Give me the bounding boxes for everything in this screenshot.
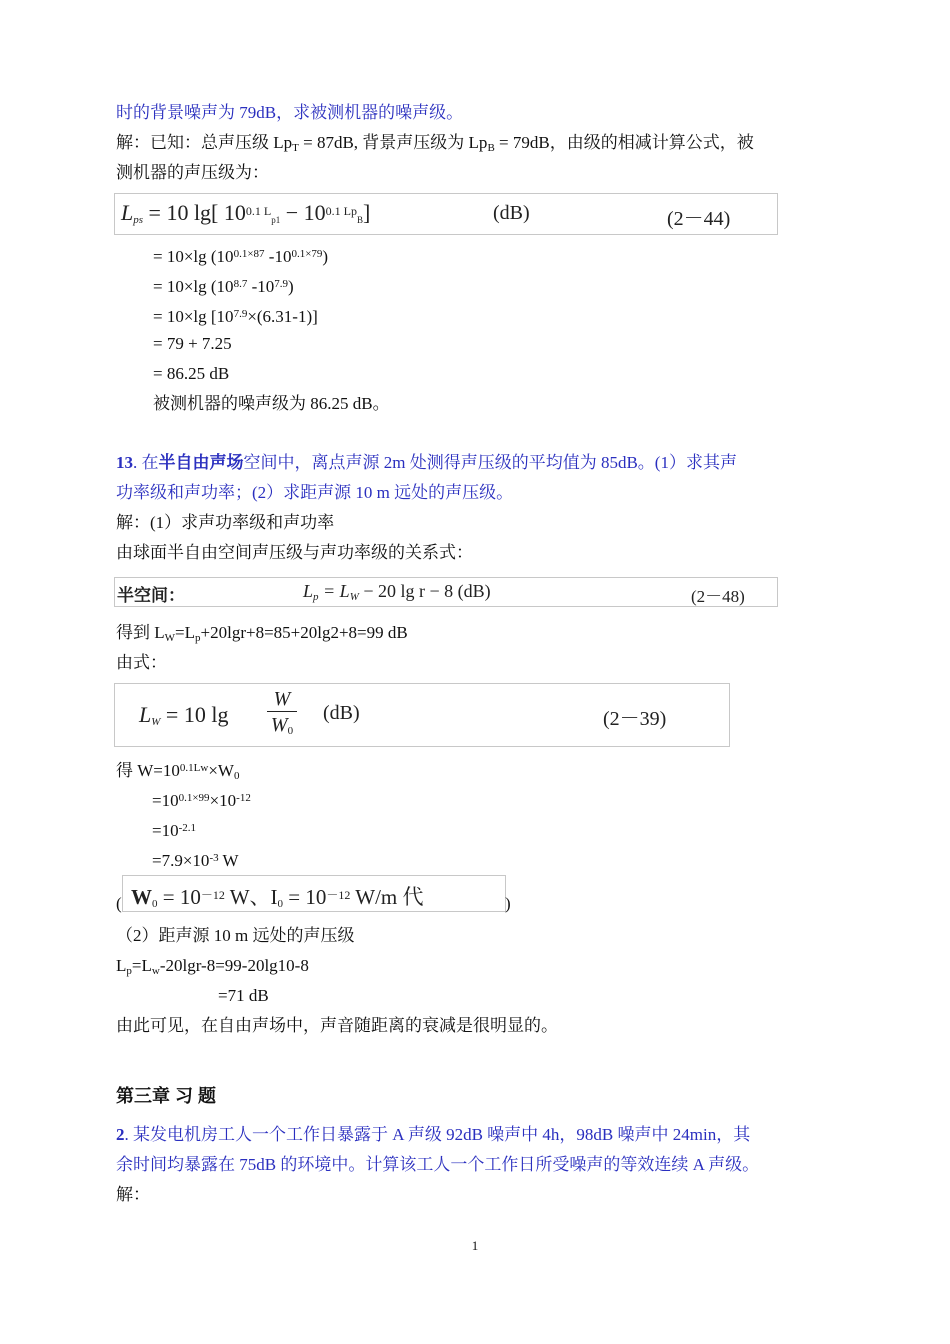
ref-paren-close: ) — [505, 894, 511, 913]
formula-reference-values: $W_0 = 10^{-12}$ W、$I_0 = 10^{-12}$ W/m 代 — [131, 885, 424, 910]
q12-step2: = 10×lg ($10^{8.7}$ $-10^{7.9}$) — [153, 277, 294, 296]
q13-question-line2: 功率级和声功率；(2）求距声源 10 m 远处的声压级。 — [116, 483, 514, 502]
page-number: 1 — [471, 1238, 479, 1253]
q12-question-tail: 时的背景噪声为 79dB，求被测机器的噪声级。 — [116, 103, 464, 122]
q13-solution-line2: 由球面半自由空间声压级与声功率级的关系式： — [116, 543, 473, 562]
formula-image-2-39 — [114, 683, 730, 747]
q13-power-step2: $=10^{0.1\times 99}\times 10^{-12}$ — [152, 791, 251, 810]
formula-unit: (dB) — [493, 202, 530, 224]
q13-question-line1: 13. 在半自由声场空间中，离点声源 2m 处测得声压级的平均值为 85dB。(1）求其声 — [116, 453, 737, 472]
q13-power-step3: $=10^{-2.1}$ — [152, 821, 197, 840]
formula-2-39: $L_W = 10$ lg — [139, 702, 229, 728]
formula-unit: (dB) — [323, 702, 360, 724]
formula-image-reference — [122, 875, 506, 912]
ref-paren-open: ( — [116, 894, 122, 913]
q12-solution-line2: 测机器的声压级为： — [116, 163, 269, 182]
q13-power-step1: 得 $W=10^{0.1Lw}\times W_0$ — [116, 761, 240, 782]
formula-number: (2－39) — [603, 708, 667, 730]
q12-step4: = 79 + 7.25 — [153, 334, 232, 353]
formula-2-44: $L_{ps} = 10$ lg[ $10^{0.1 L}_{p1} - 10^{0.1 Lp}_B$] — [121, 200, 371, 226]
q13-solution-line1: 解：(1）求声功率级和声功率 — [116, 513, 335, 532]
formula-2-48: $L_p = L_W - 20$ lg r − 8 (dB) — [303, 581, 491, 603]
q12-solution-line1: 解：已知：总声压级 $Lp_T = 87dB$, 背景声压级为 $Lp_B = 79dB$，由级的相减计算公式，被 — [116, 133, 754, 154]
q12-conclusion: 被测机器的噪声级为 86.25 dB。 — [153, 394, 390, 413]
ch3-q2-line1: 2. 某发电机房工人一个工作日暴露于 A 声级 92dB 噪声中 4h，98dB 噪声中 24min，其 — [116, 1125, 751, 1144]
formula-number: (2－44) — [667, 208, 731, 230]
q13-power-step4: $=7.9\times 10^{-3}$ W — [152, 851, 239, 870]
q12-step1: = 10×lg ($10^{0.1\times 87}$ $-10^{0.1\times 79}$) — [153, 247, 329, 266]
q13-from-formula: 由式： — [116, 653, 167, 672]
q13-result-lw: 得到 $L_W=L_p+20\lg r+8=85+20\lg 2+8=99$ dB — [116, 623, 408, 644]
chapter-heading: 第三章 习 题 — [116, 1086, 217, 1106]
q13-conclusion: 由此可见，在自由声场中，声音随距离的衰减是很明显的。 — [116, 1016, 558, 1035]
ch3-q2-line2: 余时间均暴露在 75dB 的环境中。计算该工人一个工作日所受噪声的等效连续 A 声级。 — [116, 1155, 760, 1174]
q12-step3: = 10×lg $[10^{7.9}\times(6.31-1)]$ — [153, 307, 318, 326]
q12-step5: = 86.25 dB — [153, 364, 230, 383]
q13-part2-heading: （2）距声源 10 m 远处的声压级 — [116, 926, 355, 945]
q13-part2-formula: $L_p=L_w-20\lg r-8=99-20\lg 10-8$ — [116, 956, 309, 977]
formula-image-2-44 — [114, 193, 778, 235]
ch3-q2-solution: 解： — [116, 1185, 150, 1204]
formula-image-2-48 — [114, 577, 778, 607]
formula-number: (2－48) — [691, 587, 745, 606]
formula-fraction: W $W_0$ — [267, 688, 297, 744]
formula-label: 半空间： — [117, 586, 185, 606]
q13-part2-result: =71 dB — [218, 986, 269, 1005]
